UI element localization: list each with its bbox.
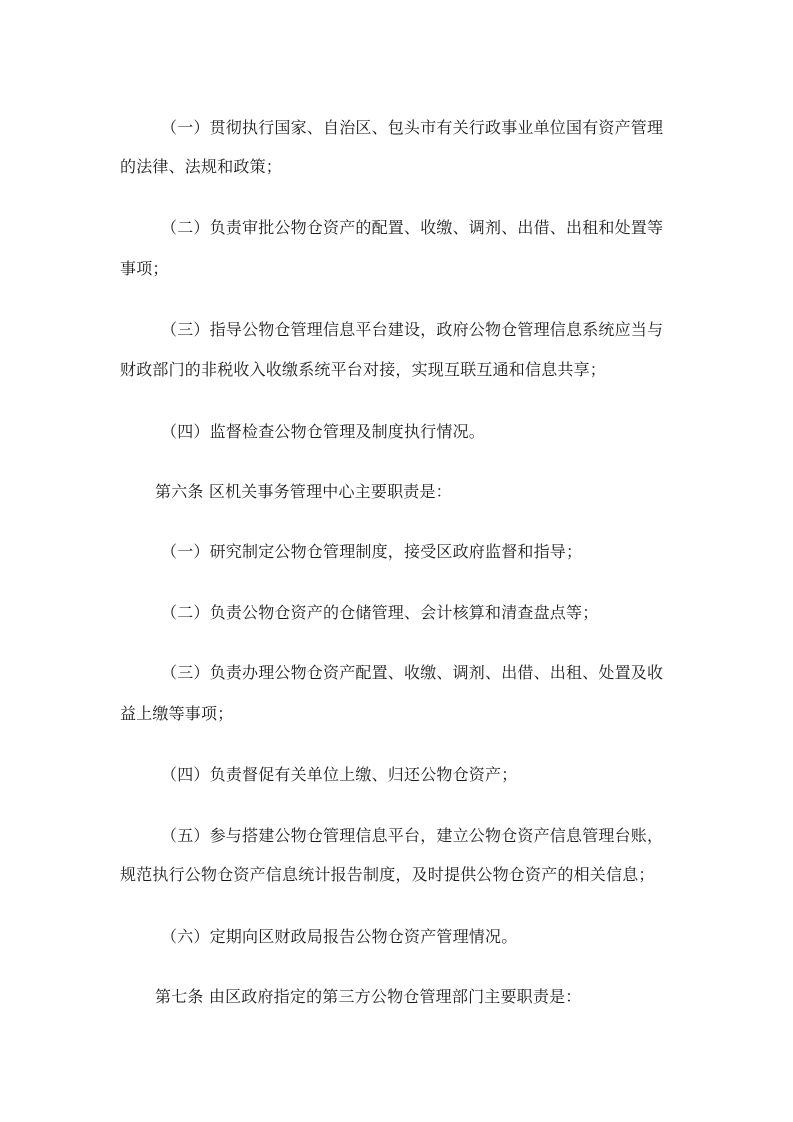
paragraph-line: （二）负责审批公物仓资产的配置、收缴、调剂、出借、出租和处置等: [161, 218, 664, 237]
paragraph-line: 的法律、法规和政策；: [120, 157, 283, 176]
article-heading-7: 第七条 由区政府指定的第三方公物仓管理部门主要职责是：: [155, 987, 582, 1006]
paragraph-line: 益上缴等事项；: [120, 704, 234, 723]
paragraph-line: （三）负责办理公物仓资产配置、收缴、调剂、出借、出租、处置及收: [161, 663, 664, 682]
paragraph-line: （二）负责公物仓资产的仓储管理、会计核算和清查盘点等；: [161, 603, 599, 622]
paragraph-line: （五）参与搭建公物仓管理信息平台，建立公物仓资产信息管理台账，: [161, 826, 664, 845]
paragraph-line: 财政部门的非税收入收缴系统平台对接，实现互联互通和信息共享；: [120, 360, 607, 379]
paragraph-line: （三）指导公物仓管理信息平台建设，政府公物仓管理信息系统应当与: [161, 320, 664, 339]
paragraph-line: （一）贯彻执行国家、自治区、包头市有关行政事业单位国有资产管理: [161, 118, 664, 137]
paragraph-line: （一）研究制定公物仓管理制度，接受区政府监督和指导；: [161, 542, 583, 561]
paragraph-line: （四）监督检查公物仓管理及制度执行情况。: [161, 422, 486, 441]
paragraph-line: 事项；: [120, 259, 169, 278]
paragraph-line: （四）负责督促有关单位上缴、归还公物仓资产；: [161, 765, 518, 784]
paragraph-line: （六）定期向区财政局报告公物仓资产管理情况。: [161, 927, 518, 946]
paragraph-line: 规范执行公物仓资产信息统计报告制度，及时提供公物仓资产的相关信息；: [120, 865, 655, 884]
article-heading-6: 第六条 区机关事务管理中心主要职责是：: [155, 482, 452, 501]
